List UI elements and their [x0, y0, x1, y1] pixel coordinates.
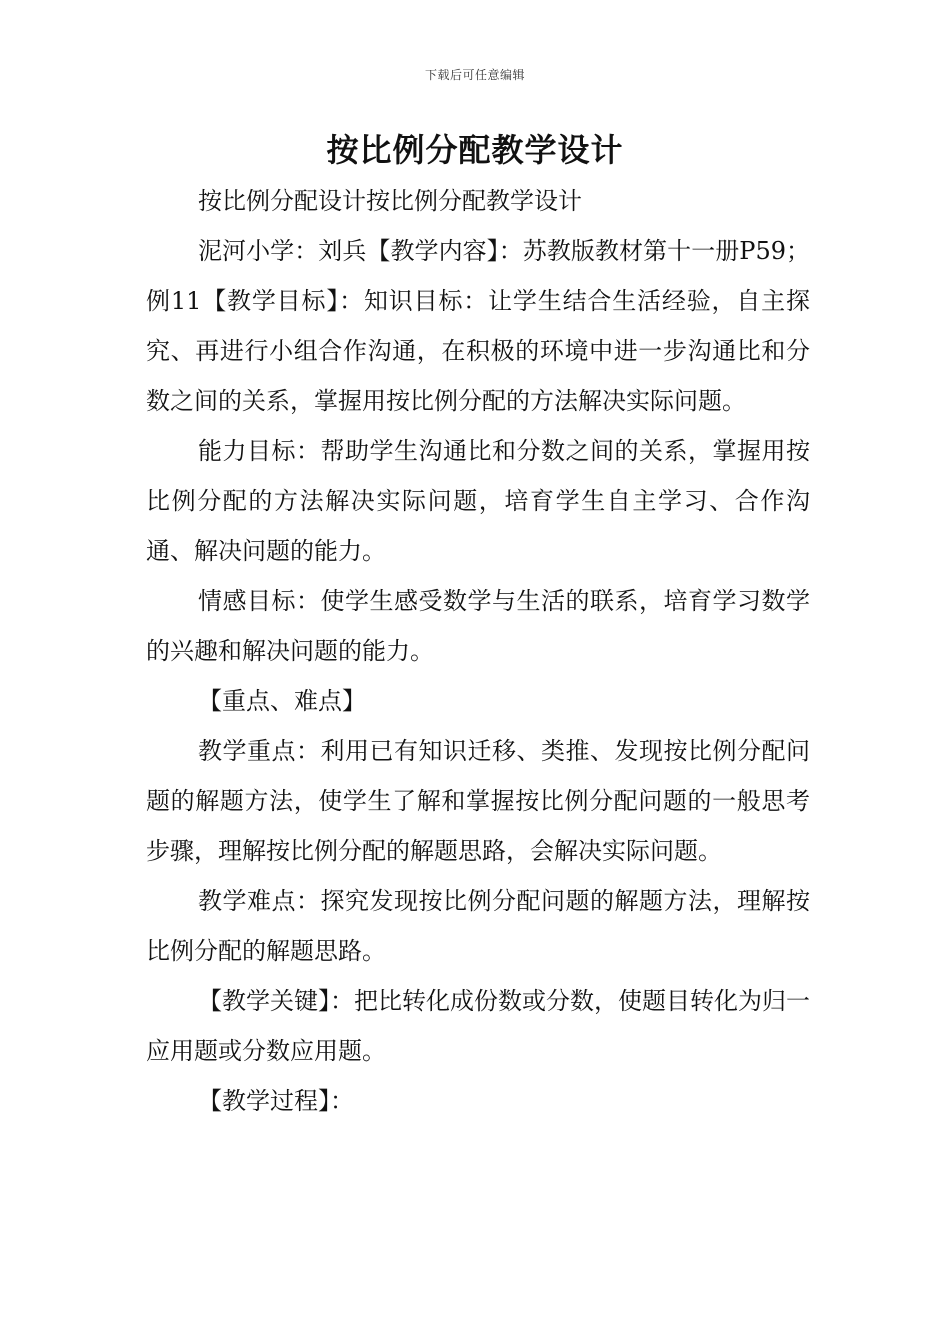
paragraph: 情感目标：使学生感受数学与生活的联系，培育学习数学的兴趣和解决问题的能力。	[146, 587, 810, 665]
document-title: 按比例分配教学设计	[326, 131, 624, 169]
paragraph: 泥河小学：刘兵【教学内容】：苏教版教材第十一册P59；例11【教学目标】：知识目标：让学生结合生活经验，自主探究、再进行小组合作沟通，在积极的环境中进一步沟通比和分数之间的关系，掌握用按比例分配的方法解决实际问题。	[146, 237, 810, 415]
paragraph: 教学难点：探究发现按比例分配问题的解题方法，理解按比例分配的解题思路。	[146, 887, 810, 965]
section-heading: 【重点、难点】	[198, 687, 366, 715]
paragraph: 教学重点：利用已有知识迁移、类推、发现按比例分配问题的解题方法，使学生了解和掌握按比例分配问题的一般思考步骤，理解按比例分配的解题思路，会解决实际问题。	[146, 737, 810, 865]
header-note: 下载后可任意编辑	[424, 68, 525, 82]
document-body	[146, 176, 810, 1126]
paragraph: 能力目标：帮助学生沟通比和分数之间的关系，掌握用按比例分配的方法解决实际问题，培育学生自主学习、合作沟通、解决问题的能力。	[146, 437, 810, 565]
paragraph: 【教学关键】：把比转化成份数或分数，使题目转化为归一应用题或分数应用题。	[146, 987, 810, 1065]
paragraph: 按比例分配设计按比例分配教学设计	[198, 187, 582, 215]
section-heading: 【教学过程】：	[198, 1087, 354, 1115]
